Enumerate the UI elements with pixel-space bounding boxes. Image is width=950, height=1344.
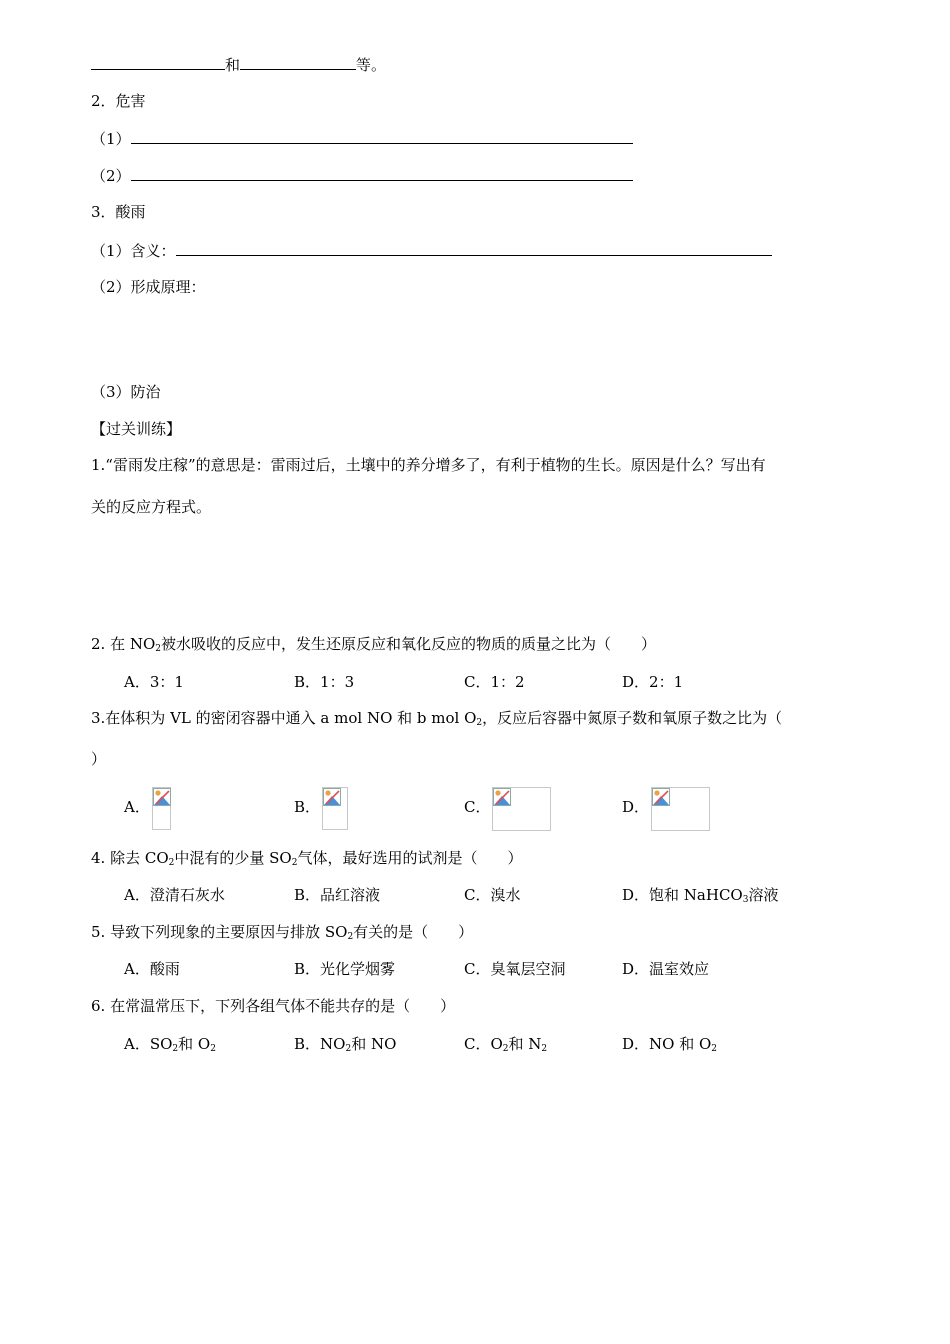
broken-image-icon xyxy=(492,787,551,831)
broken-image-icon xyxy=(322,787,348,830)
q3-option-d[interactable] xyxy=(622,787,710,831)
q-text: 中混有的少量 SO xyxy=(174,849,292,867)
question-4 xyxy=(91,848,522,868)
q-text: ，反应后容器中氮原子数和氧原子数之比为（ xyxy=(482,709,783,727)
blank xyxy=(131,165,633,181)
acid-rain-definition xyxy=(91,240,772,261)
q4-option-a[interactable]: A．澄清石灰水 xyxy=(124,886,225,904)
option-text: C．O xyxy=(464,1035,503,1053)
option-text: 溶液 xyxy=(748,886,779,904)
subscript: 2 xyxy=(155,644,162,654)
q-text: 4. 除去 CO xyxy=(91,849,169,867)
q2-option-b[interactable]: B．1：3 xyxy=(294,673,355,691)
question-3-line-2: ） xyxy=(91,750,107,768)
q6-option-c[interactable] xyxy=(464,1034,547,1054)
broken-image-icon xyxy=(651,787,710,831)
q-text: 5. 导致下列现象的主要原因与排放 SO xyxy=(91,923,348,941)
q-text: 气体，最好选用的试剂是（ ） xyxy=(297,849,523,867)
harm-item-1 xyxy=(91,128,633,149)
q4-option-b[interactable]: B．品红溶液 xyxy=(294,886,381,904)
option-text: D．NO 和 O xyxy=(622,1035,712,1053)
q2-option-c[interactable]: C．1：2 xyxy=(464,673,525,691)
q-text: 有关的是（ ） xyxy=(353,923,474,941)
q-text: 3.在体积为 VL 的密闭容器中通入 a mol NO 和 b mol O xyxy=(91,709,477,727)
q5-option-c[interactable]: C．臭氧层空洞 xyxy=(464,960,566,978)
item-number: （1） xyxy=(91,130,131,148)
subscript: 2 xyxy=(541,1044,548,1054)
option-label: C． xyxy=(464,798,491,816)
subscript: 2 xyxy=(711,1044,718,1054)
subscript: 2 xyxy=(476,718,483,728)
q6-option-a[interactable] xyxy=(124,1034,216,1054)
option-text: 和 N xyxy=(508,1035,542,1053)
q3-option-a[interactable] xyxy=(124,787,171,830)
item-number: （2） xyxy=(91,167,131,185)
subscript: 2 xyxy=(347,932,354,942)
q2-option-a[interactable]: A．3：1 xyxy=(124,673,184,691)
q4-option-d[interactable] xyxy=(622,885,778,905)
section-heading-harm: 2．危害 xyxy=(91,92,146,110)
option-label: D． xyxy=(622,798,650,816)
q5-option-d[interactable]: D．温室效应 xyxy=(622,960,710,978)
blank xyxy=(176,240,772,256)
question-2 xyxy=(91,634,656,654)
training-heading: 【过关训练】 xyxy=(91,420,182,438)
subscript: 3 xyxy=(742,895,749,905)
blank xyxy=(91,54,225,70)
q5-option-a[interactable]: A．酸雨 xyxy=(124,960,180,978)
subscript: 2 xyxy=(291,858,298,868)
option-text: A．SO xyxy=(124,1035,173,1053)
q3-option-c[interactable] xyxy=(464,787,551,831)
blank xyxy=(131,128,633,144)
q4-option-c[interactable]: C．溴水 xyxy=(464,886,521,904)
subscript: 2 xyxy=(502,1044,509,1054)
item-label: （1）含义： xyxy=(91,242,176,260)
option-label: B． xyxy=(294,798,321,816)
blank xyxy=(240,54,356,70)
option-text: B．NO xyxy=(294,1035,346,1053)
option-text: 和 NO xyxy=(351,1035,397,1053)
q-text: 2. 在 NO xyxy=(91,635,156,653)
broken-image-icon xyxy=(152,787,171,830)
question-5 xyxy=(91,922,473,942)
q5-option-b[interactable]: B．光化学烟雾 xyxy=(294,960,396,978)
subscript: 2 xyxy=(345,1044,352,1054)
subscript: 2 xyxy=(168,858,175,868)
question-1-line-2: 关的反应方程式。 xyxy=(91,498,212,516)
section-heading-acid-rain: 3．酸雨 xyxy=(91,203,146,221)
fill-blank-line xyxy=(91,54,386,75)
question-3-line-1 xyxy=(91,708,782,728)
option-label: A． xyxy=(124,798,150,816)
option-text: D．饱和 NaHCO xyxy=(622,886,743,904)
option-text: 和 O xyxy=(178,1035,211,1053)
acid-rain-prevention: （3）防治 xyxy=(91,383,161,401)
q2-option-d[interactable]: D．2：1 xyxy=(622,673,684,691)
question-1-line-1: 1.“雷雨发庄稼”的意思是：雷雨过后，土壤中的养分增多了，有利于植物的生长。原因是什么？写出有 xyxy=(91,456,766,474)
question-6: 6. 在常温常压下，下列各组气体不能共存的是（ ） xyxy=(91,997,456,1015)
text-etc: 等。 xyxy=(356,56,387,74)
subscript: 2 xyxy=(210,1044,216,1054)
q6-option-d[interactable] xyxy=(622,1034,717,1054)
acid-rain-formation: （2）形成原理： xyxy=(91,278,206,296)
subscript: 2 xyxy=(172,1044,179,1054)
q6-option-b[interactable] xyxy=(294,1034,396,1054)
text-and: 和 xyxy=(225,56,241,74)
q-text: 被水吸收的反应中，发生还原反应和氧化反应的物质的质量之比为（ ） xyxy=(161,635,657,653)
harm-item-2 xyxy=(91,165,633,186)
q3-option-b[interactable] xyxy=(294,787,348,830)
